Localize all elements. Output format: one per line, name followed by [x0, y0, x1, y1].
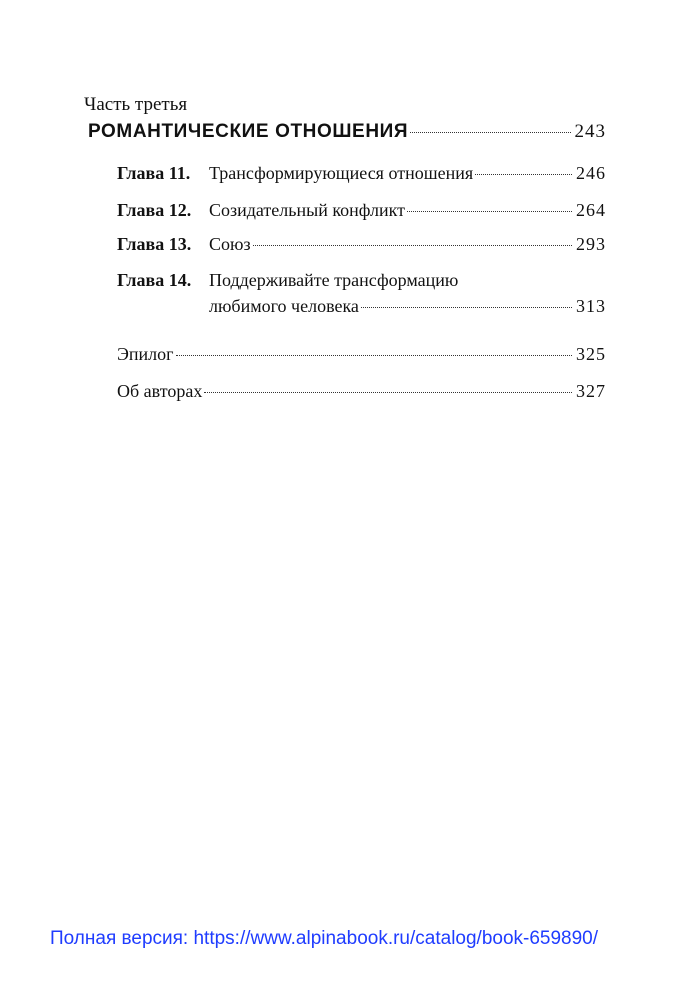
page-number: 313	[576, 296, 606, 316]
toc-entry-authors[interactable]	[117, 379, 606, 403]
chapter-title: Союз	[209, 234, 251, 254]
dot-leader	[410, 132, 570, 133]
dot-leader	[176, 355, 572, 356]
part-title: РОМАНТИЧЕСКИЕ ОТНОШЕНИЯ	[88, 121, 409, 142]
page-number: 246	[576, 163, 606, 183]
page-number: 243	[574, 121, 606, 142]
toc-entry-part-three[interactable]	[88, 120, 606, 144]
dot-leader	[253, 245, 572, 246]
page-number: 293	[576, 234, 606, 254]
chapter-label: Глава 13.	[117, 234, 192, 254]
chapter-label: Глава 12.	[117, 200, 192, 220]
toc-entry-chapter-11[interactable]	[117, 161, 606, 185]
toc-entry-chapter-14[interactable]	[117, 268, 606, 318]
chapter-title: Трансформирующиеся отношения	[209, 163, 474, 183]
chapter-label: Глава 11.	[117, 163, 191, 183]
dot-leader	[407, 211, 572, 212]
part-label: Часть третья	[84, 94, 188, 115]
chapter-title-line2: любимого человека	[209, 296, 359, 316]
dot-leader	[204, 392, 572, 393]
authors-title: Об авторах	[117, 381, 203, 401]
epilogue-title: Эпилог	[117, 344, 174, 364]
full-version-link[interactable]: Полная версия: https://www.alpinabook.ru/catalog/book-659890/	[50, 928, 599, 949]
toc-entry-epilogue[interactable]	[117, 342, 606, 366]
toc-entry-chapter-12[interactable]	[117, 198, 606, 222]
page-number: 325	[576, 344, 606, 364]
page-number: 264	[576, 200, 606, 220]
chapter-label: Глава 14.	[117, 270, 192, 290]
dot-leader	[361, 307, 572, 308]
toc-entry-chapter-13[interactable]	[117, 232, 606, 256]
chapter-title: Созидательный конфликт	[209, 200, 406, 220]
chapter-title-line1: Поддерживайте трансформацию	[209, 270, 459, 290]
dot-leader	[475, 174, 572, 175]
page-number: 327	[576, 381, 606, 401]
